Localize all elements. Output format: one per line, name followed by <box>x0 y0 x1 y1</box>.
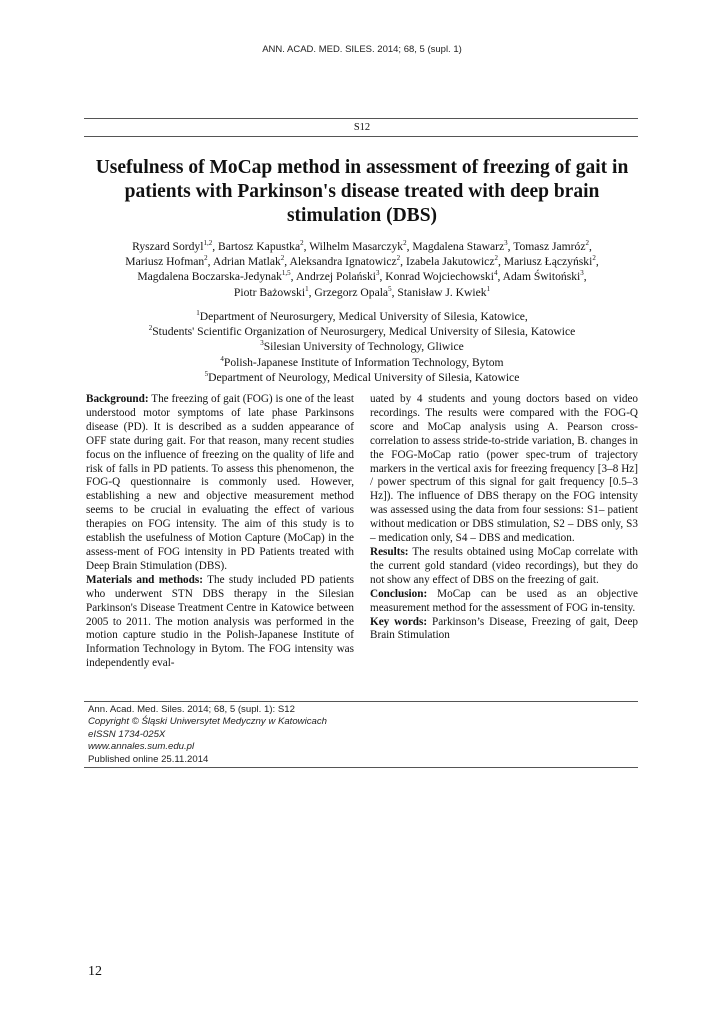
page-number: 12 <box>88 964 102 979</box>
issn-line: eISSN 1734-025X <box>88 728 166 740</box>
methods-continued: uated by 4 students and young doctors based on video recordings. The results were compared with the FOG-Q score and MoCap analysis using A. Pearson cross-correlation to assess stride-to-stride variation, B. changes in the FOG-MoCap ratio (power spec-trum of trajectory markers in the vertical axis for freezing frequency [3–8 Hz] / power spectrum of this signal for gait frequency [0.5–3 Hz]). The influence of DBS therapy on the FOG intensity was assessed using the data from four sessions: S1– patient without medication or DBS stimulation, S2 – DBS only, S3 – medication only, S4 – DBS and medication. <box>370 393 638 545</box>
author: Magdalena Boczarska-Jedynak$^{1,5}$ <box>137 269 291 284</box>
footer-top-rule <box>84 701 638 702</box>
running-header: ANN. ACAD. MED. SILES. 2014; 68, 5 (supl. 1) <box>262 44 462 55</box>
published-line: Published online 25.11.2014 <box>88 753 209 765</box>
citation-line: Ann. Acad. Med. Siles. 2014; 68, 5 (supl. 1): S12 <box>88 704 295 715</box>
abstract-left-column <box>86 393 354 671</box>
top-rule <box>84 118 638 119</box>
author: Grzegorz Opala$^5$ <box>314 284 392 299</box>
author: Stanisław J. Kwiek$^1$ <box>397 284 491 299</box>
methods-paragraph: Materials and methods: The study included PD patients who underwent STN DBS therapy in the Silesian Parkinson's Disease Treatment Centre in Katowice between 2005 to 2011. The motion analysis was performed in the motion capture studio in the Polish-Japanese Institute of Information Technology in Bytom. The FOG intensity was independently eval- <box>86 573 354 670</box>
page-id: S12 <box>353 122 371 133</box>
footer-block <box>88 704 638 766</box>
website-line: www.annales.sum.edu.pl <box>88 741 195 753</box>
affiliation: $^5$Department of Neurology, Medical University of Silesia, Katowice <box>204 369 520 384</box>
keywords-paragraph: Key words: Parkinson’s Disease, Freezing of gait, Deep Brain Stimulation <box>370 615 639 642</box>
affiliation: $^3$Silesian University of Technology, Gliwice <box>260 339 464 354</box>
conclusion-paragraph: Conclusion: MoCap can be used as an objective measurement method for the assessment of FOG in-tensity. <box>370 587 638 614</box>
article-title: Usefulness of MoCap method in assessment of freezing of gait in patients with Parkinson's disease treated with deep brain stimulation (DBS) <box>95 157 629 226</box>
abstract-right-column <box>370 393 638 643</box>
author: Adrian Matlak$^2$ <box>212 254 285 269</box>
affiliation: $^1$Department of Neurosurgery, Medical University of Silesia, Katowice, <box>196 309 528 323</box>
author: Bartosz Kapustka$^2$ <box>218 239 304 253</box>
author: Izabela Jakutowicz$^2$ <box>405 254 498 269</box>
copyright-line: Copyright © Śląski Uniwersytet Medyczny w Katowicach <box>88 716 328 728</box>
affiliation-list <box>90 309 634 385</box>
footer-bottom-rule <box>84 767 638 768</box>
author: Aleksandra Ignatowicz$^2$ <box>289 254 401 269</box>
author: Adam Świtoński$^3$ <box>502 269 584 284</box>
author: Wilhelm Masarczyk$^2$ <box>309 239 407 253</box>
affiliation: $^4$Polish-Japanese Institute of Information Technology, Bytom <box>220 354 504 369</box>
author: Piotr Bażowski$^1$ <box>233 284 309 299</box>
author: Magdalena Stawarz$^3$ <box>412 239 508 253</box>
affiliation: $^2$Students' Scientific Organization of Neurosurgery, Medical University of Silesia, Katowice <box>148 324 576 339</box>
author: Tomasz Jamróz$^2$ <box>513 239 589 253</box>
author: Konrad Wojciechowski$^4$ <box>385 269 498 284</box>
author: Mariusz Łączyński$^2$ <box>503 254 596 269</box>
background-paragraph: Background: The freezing of gait (FOG) is one of the least understood motor symptoms of late phase Parkinsons disease (PD). It is described as a sudden appearance of OFF state during gait. For that reason, many recent studies focus on the influence of freezing on the quality of life and risk of falls in PD patients. To assess this phenomenon, the FOG-Q questionnaire is commonly used. However, establishing a new and objective measurement method seems to be crucial in evaluating the effect of various therapies on FOG intensity. The aim of this study is to establish the usefulness of Motion Capture (MoCap) in the assess-ment of FOG intensity in PD Patients treated with Deep Brain Stimulation (DBS). <box>86 393 354 572</box>
results-paragraph: Results: The results obtained using MoCap correlate with the current gold standard (video recordings), but they do not show any effect of DBS on the freezing of gait. <box>370 545 638 586</box>
sub-rule <box>84 136 638 137</box>
author: Ryszard Sordyl$^{1,2}$ <box>132 239 213 253</box>
author: Mariusz Hofman$^2$ <box>125 254 208 269</box>
author-list: Ryszard Sordyl$^{1,2}$, Bartosz Kapustka$^2$, Wilhelm Masarczyk$^2$, Magdalena Stawarz$^3$, Tomasz Jamróz$^2$, Mariusz Hofman$^2$, Adrian Matlak$^2$, Aleksandra Ignatowicz$^2$, Izabela Jakutowicz$^2$, Mariusz Łączyński$^2$, Magdalena Boczarska-Jedynak$^{1,5}$, Andrzej Polański$^3$, Konrad Wojciechowski$^4$, Adam Świtoński$^3$, Piotr Bażowski$^1$, Grzegorz Opala$^5$, Stanisław J. Kwiek$^1$ <box>125 239 599 299</box>
author: Andrzej Polański$^3$ <box>295 269 380 284</box>
